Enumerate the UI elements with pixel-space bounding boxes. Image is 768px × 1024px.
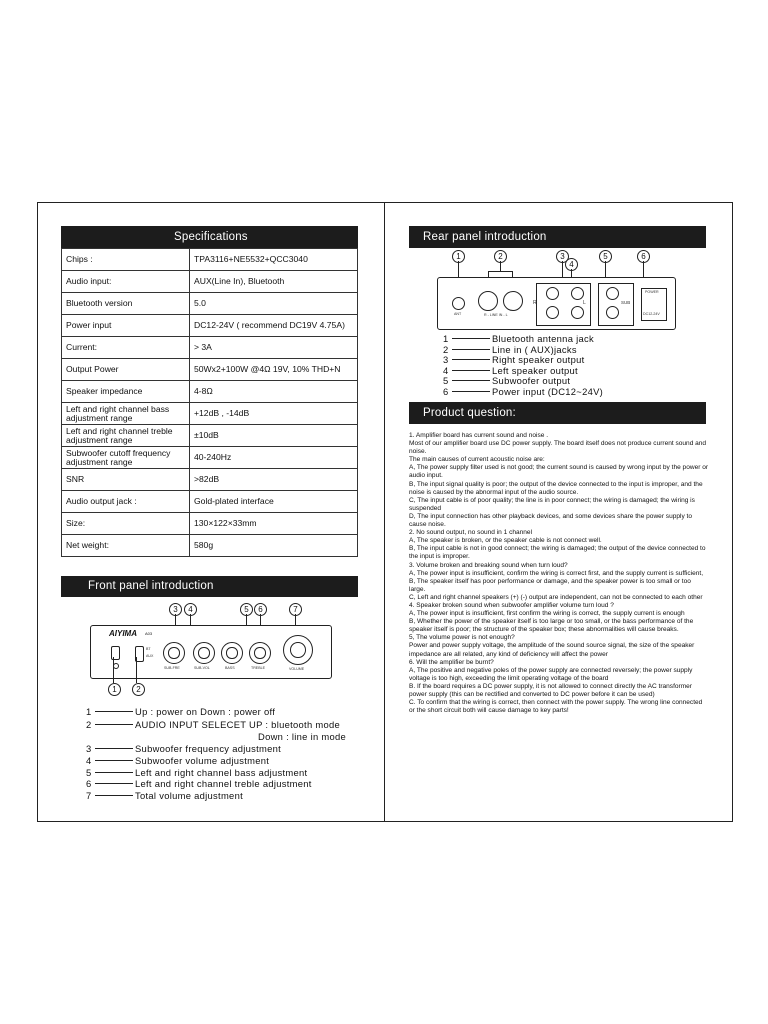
item-number: 3 — [443, 354, 449, 366]
spec-value: +12dB , -14dB — [190, 403, 358, 425]
rear-callout-1: 1 — [452, 250, 465, 263]
specifications-title: Specifications — [174, 231, 248, 243]
item-text: Down : line in mode — [258, 731, 347, 742]
spec-value: DC12-24V ( recommend DC19V 4.75A) — [190, 315, 358, 337]
sub-freq-knob — [163, 642, 185, 664]
qa-line: 4. Speaker broken sound when subwoofer amplifier volume turn loud ? — [409, 601, 614, 609]
qa-line: 6. Will the amplifier be burnt? — [409, 658, 494, 666]
leader-line — [452, 380, 490, 381]
rear-callout-3: 3 — [556, 250, 569, 263]
spec-value: AUX(Line In), Bluetooth — [190, 271, 358, 293]
callout-3: 3 — [169, 603, 182, 616]
qa-line: A, The power input is insufficient, confirm the wiring is correct first, and the supply current is sufficient, — [409, 569, 704, 577]
knob-label-treble: TREBLE — [251, 666, 265, 670]
spec-row — [62, 359, 358, 381]
spec-value: 4-8Ω — [190, 381, 358, 403]
qa-line: The main causes of current acoustic noise are: — [409, 456, 545, 464]
spec-value: Gold-plated interface — [190, 491, 358, 513]
spec-key: Speaker impedance — [62, 381, 190, 403]
spec-key: SNR — [62, 469, 190, 491]
antenna-label: ANT — [454, 312, 462, 316]
spec-key: Current: — [62, 337, 190, 359]
spec-key: Audio input: — [62, 271, 190, 293]
leader-line — [452, 370, 490, 371]
sub-label: SUB — [621, 300, 631, 305]
knob-label-sub-vol: SUB-VOL — [194, 666, 210, 670]
product-question-body — [409, 432, 709, 715]
leader-line — [95, 772, 133, 773]
item-number: 6 — [86, 778, 92, 789]
qa-line: C, Left and right channel speakers (+) (-) output are independent, can not be connected to each other — [409, 593, 703, 601]
knob-label-volume: VOLUME — [289, 667, 305, 671]
model-label: A03 — [145, 631, 153, 636]
spec-value: >82dB — [190, 469, 358, 491]
leader-line — [95, 748, 133, 749]
callout-7: 7 — [289, 603, 302, 616]
front-panel-device — [90, 625, 332, 679]
item-number: 4 — [86, 755, 92, 766]
item-text: Subwoofer frequency adjustment — [135, 743, 282, 754]
volume-knob — [283, 635, 313, 665]
bass-knob — [221, 642, 243, 664]
spec-row — [62, 491, 358, 513]
callout-6: 6 — [254, 603, 267, 616]
spec-row — [62, 293, 358, 315]
spec-row — [62, 535, 358, 557]
front-panel-header — [61, 576, 358, 597]
leader-line — [95, 711, 133, 712]
spec-key: Size: — [62, 513, 190, 535]
qa-line: A, The speaker is broken, or the speaker cable is not connect well. — [409, 537, 602, 545]
spec-key: Subwoofer cutoff frequency adjustment range — [62, 447, 190, 469]
speaker-right-pos — [546, 287, 559, 300]
qa-line: Most of our amplifier board use DC power supply. The board itself does not produce current sound and noise. — [409, 440, 707, 456]
item-text: Bluetooth antenna jack — [492, 333, 594, 344]
specifications-table — [61, 248, 358, 557]
item-text: Right speaker output — [492, 354, 585, 366]
callout-1: 1 — [108, 683, 121, 696]
line-in-label: R - LINE IN - L — [484, 313, 508, 317]
item-number: 5 — [86, 767, 92, 778]
qa-line: A, The positive and negative poles of the power supply are connected reversely; the power supply voltage is too high, exceeding the limit operating voltage of the board — [409, 666, 693, 682]
product-question-header — [409, 402, 706, 424]
qa-line: D, The input connection has other playback devices, and some devices share the power supply to cause noise. — [409, 512, 693, 529]
rear-callout-2: 2 — [494, 250, 507, 263]
sub-vol-knob — [193, 642, 215, 664]
treble-knob — [249, 642, 271, 664]
spec-key: Left and right channel bass adjustment range — [62, 403, 190, 425]
power-label: POWER — [645, 290, 659, 294]
spec-key: Left and right channel treble adjustment range — [62, 425, 190, 447]
leader-line — [95, 760, 133, 761]
qa-line: 3. Volume broken and breaking sound when turn loud? — [409, 561, 568, 569]
qa-line: B, The input cable is not in good connect; the wiring is damaged; the output of the device connected to the input is improper. — [409, 545, 706, 561]
item-number: 1 — [443, 333, 449, 344]
leader-line — [452, 338, 490, 339]
left-label: L — [583, 300, 586, 306]
leader-line — [95, 783, 133, 784]
rear-callout-4: 4 — [565, 258, 578, 271]
spec-row — [62, 403, 358, 425]
item-text: Left and right channel treble adjustment — [135, 778, 312, 789]
spec-row — [62, 315, 358, 337]
leader-line — [95, 724, 133, 725]
rear-panel-title: Rear panel introduction — [423, 231, 547, 243]
qa-line: C. To confirm that the wiring is correct, then connect with the power supply. The wrong line connected or the short circuit both will cause damage to key parts! — [409, 699, 703, 715]
item-number: 1 — [86, 706, 92, 717]
item-text: Subwoofer volume adjustment — [135, 755, 270, 766]
line-in-left-jack — [503, 291, 523, 311]
line-in-right-jack — [478, 291, 498, 311]
item-number: 2 — [443, 343, 449, 355]
rear-callout-6: 6 — [637, 250, 650, 263]
spec-value: 40-240Hz — [190, 447, 358, 469]
dc-label: DC12-24V — [643, 312, 660, 316]
knob-label-bass: BASS — [225, 666, 235, 670]
qa-line: 2. No sound output, no sound in 1 channel — [409, 529, 533, 537]
specifications-header — [61, 226, 358, 248]
qa-line: B. If the board requires a DC power supply, it is not allowed to connect directly the AC transformer power supply (this can be rectified and converted to DC power before it can be used) — [409, 682, 692, 698]
item-number: 5 — [443, 375, 449, 387]
spec-row — [62, 469, 358, 491]
rear-panel-header — [409, 226, 706, 248]
qa-line: B, The speaker itself has poor performance or damage, and the speaker power is too small or too large. — [409, 577, 691, 593]
sub-neg — [606, 306, 619, 319]
item-text: Left and right channel bass adjustment — [135, 767, 308, 778]
spec-key: Chips : — [62, 249, 190, 271]
callout-2: 2 — [132, 683, 145, 696]
item-number: 2 — [86, 719, 92, 730]
item-text: Total volume adjustment — [135, 790, 243, 801]
right-label: R — [533, 300, 537, 306]
item-text: Left speaker output — [492, 364, 578, 376]
spec-value: ±10dB — [190, 425, 358, 447]
spec-row — [62, 425, 358, 447]
antenna-jack — [452, 297, 465, 310]
switch-label-bt: BT — [146, 647, 151, 651]
spec-value: 5.0 — [190, 293, 358, 315]
spec-row — [62, 271, 358, 293]
item-number: 7 — [86, 790, 92, 801]
qa-line: C, The input cable is of poor quality; the line is in poor connect; the wiring is damaged; the wiring is suspended — [409, 496, 695, 512]
spec-value: 50Wx2+100W @4Ω 19V, 10% THD+N — [190, 359, 358, 381]
item-number: 4 — [443, 364, 449, 376]
spec-row — [62, 381, 358, 403]
switch-label-aux: AUX — [146, 654, 154, 658]
rear-panel-device — [437, 277, 676, 330]
spec-value: TPA3116+NE5532+QCC3040 — [190, 249, 358, 271]
item-text: Up : power on Down : power off — [135, 706, 276, 717]
spec-key: Power input — [62, 315, 190, 337]
qa-line: 5, The volume power is not enough? — [409, 634, 515, 642]
leader-line — [95, 795, 133, 796]
spec-key: Output Power — [62, 359, 190, 381]
leader-line — [452, 391, 490, 392]
spec-row — [62, 513, 358, 535]
item-text: Line in ( AUX)jacks — [492, 343, 577, 355]
item-text: Power input (DC12~24V) — [492, 386, 604, 397]
spec-key: Bluetooth version — [62, 293, 190, 315]
item-text: AUDIO INPUT SELECET UP : bluetooth mode — [135, 719, 341, 730]
qa-line: 1. Amplifier board has current sound and noise . — [409, 432, 549, 439]
front-panel-title: Front panel introduction — [88, 580, 214, 592]
leader-line — [452, 359, 490, 360]
spec-value: > 3A — [190, 337, 358, 359]
qa-line: A, The power supply filter used is not good; the current sound is caused by wrong input by the power or audio input. — [409, 464, 709, 480]
qa-line: Power and power supply voltage, the amplitude of the sound source signal, the size of the speaker impedance are all related, any kind of deficiency will affect the power — [409, 642, 695, 658]
spec-row — [62, 447, 358, 469]
spec-value: 130×122×33mm — [190, 513, 358, 535]
callout-5: 5 — [240, 603, 253, 616]
item-number: 6 — [443, 386, 449, 397]
item-number: 3 — [86, 743, 92, 754]
brand-logo: AIYIMA — [109, 629, 137, 638]
speaker-right-neg — [546, 306, 559, 319]
speaker-left-pos — [571, 287, 584, 300]
qa-line: B, Whether the power of the speaker itself is too large or too small, or the bass performance of the speaker itself is poor; the structure of the speaker box; these abnormalities will cause breaks. — [409, 618, 694, 634]
item-text: Subwoofer output — [492, 375, 571, 387]
qa-line: A, The power input is insufficient, first confirm the wiring is correct, the supply current is enough — [409, 610, 685, 618]
spec-key: Net weight: — [62, 535, 190, 557]
spec-value: 580g — [190, 535, 358, 557]
product-question-title: Product question: — [423, 407, 516, 419]
spec-row — [62, 249, 358, 271]
spec-key: Audio output jack : — [62, 491, 190, 513]
rear-callout-5: 5 — [599, 250, 612, 263]
sub-pos — [606, 287, 619, 300]
spec-row — [62, 337, 358, 359]
qa-line: B, The input signal quality is poor; the output of the device connected to the input is improper, and the noise is caused by the abnormal input of the audio source. — [409, 480, 703, 496]
knob-label-sub-fre: SUB-FRE — [164, 666, 180, 670]
callout-4: 4 — [184, 603, 197, 616]
leader-line — [452, 349, 490, 350]
speaker-left-neg — [571, 306, 584, 319]
